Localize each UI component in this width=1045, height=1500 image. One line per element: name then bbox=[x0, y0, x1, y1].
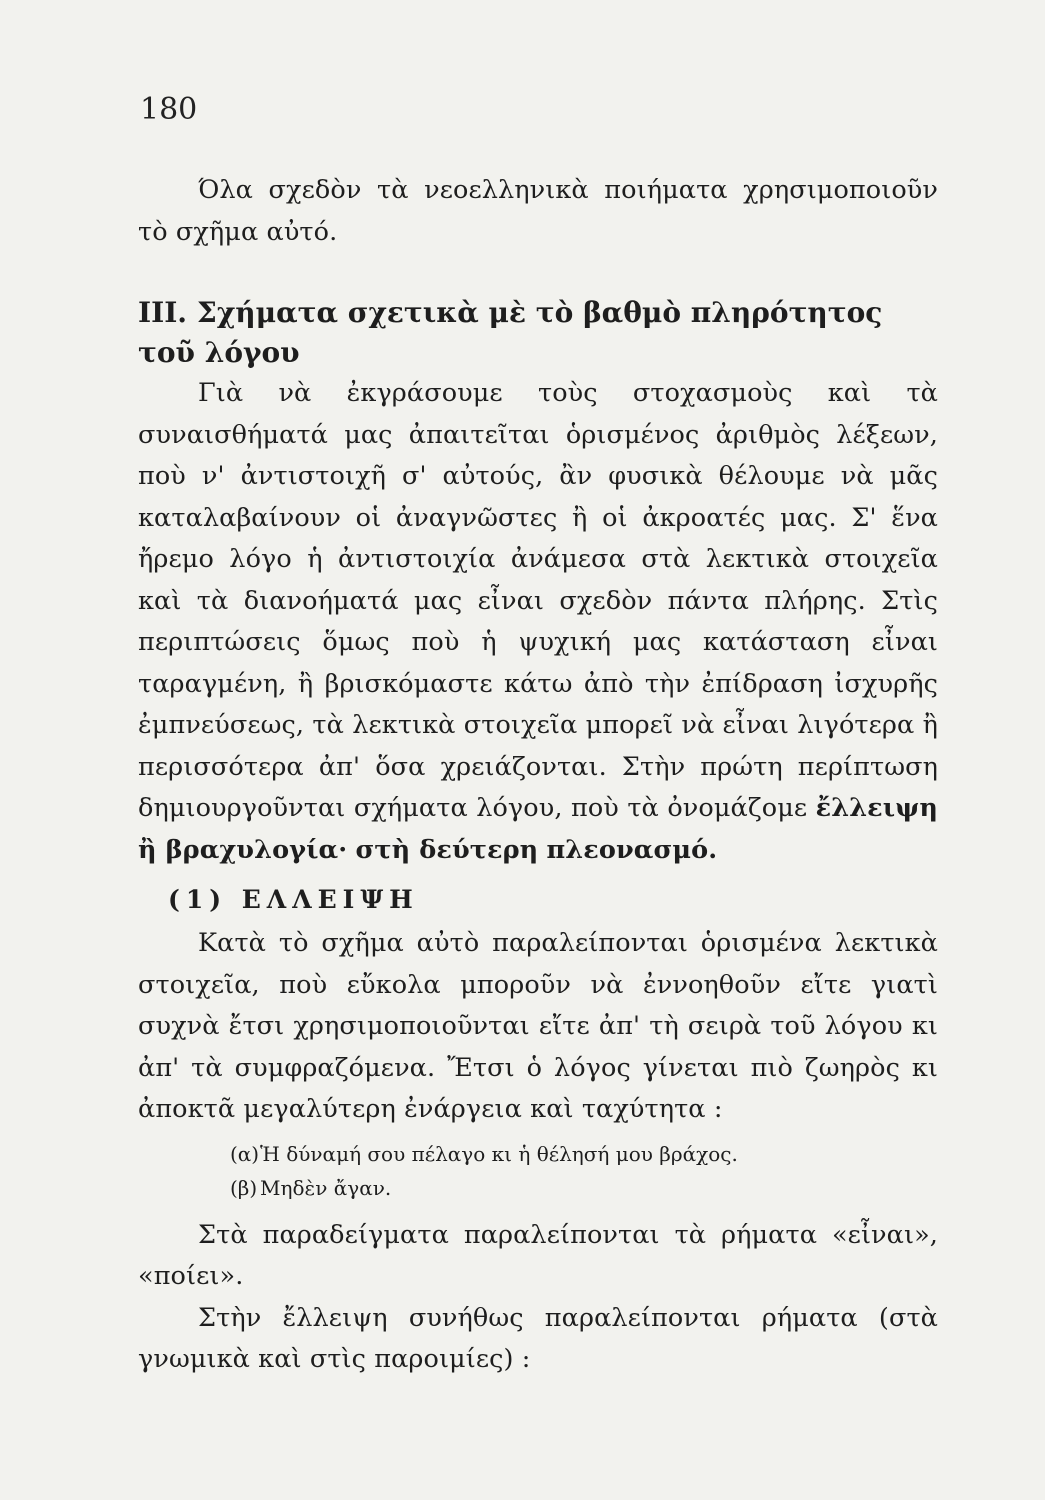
section-title: Σχήματα σχετικὰ μὲ τὸ βαθμὸ πληρότητος τοῦ λόγου bbox=[138, 296, 883, 369]
section-paragraph-text: Γιὰ νὰ ἐκγράσουμε τοὺς στοχασμοὺς καὶ τὰ συναισθήματά μας ἀπαιτεῖται ὁρισμένος ἀριθμὸς λέξεων, ποὺ ν' ἀντιστοιχῆ σ' αὐτούς, ἂν φυσικὰ θέλουμε νὰ μᾶς καταλαβαίνουν οἱ ἀναγνῶστες ἢ οἱ ἀκροατές μας. Σ' ἕνα ἤρεμο λόγο ἡ ἀντιστοιχία ἀνάμεσα στὰ λεκτικὰ στοιχεῖα καὶ τὰ διανοήματά μας εἶναι σχεδὸν πάντα πλήρης. Στὶς περιπτώσεις ὅμως ποὺ ἡ ψυχική μας κατάσταση εἶναι ταραγμένη, ἢ βρισκόμαστε κάτω ἀπὸ τὴν ἐπίδραση ἰσχυρῆς ἐμπνεύσεως, τὰ λεκτικὰ στοιχεῖα μπορεῖ νὰ εἶναι λιγότερα ἢ περισσότερα ἀπ' ὅσα χρειάζονται. Στὴν πρώτη περίπτωση δημιουργοῦνται σχήματα λόγου, ποὺ τὰ ὀνομάζομε bbox=[138, 378, 938, 823]
subsection-heading: (1) ΕΛΛΕΙΨΗ bbox=[168, 885, 419, 914]
section-number: III. bbox=[138, 296, 188, 329]
page-number: 180 bbox=[140, 92, 198, 127]
intro-paragraph: Όλα σχεδὸν τὰ νεοελληνικὰ ποιήματα χρησιμοποιοῦν τὸ σχῆμα αὐτό. bbox=[138, 175, 938, 247]
example-item bbox=[230, 1137, 938, 1171]
example-marker: (α) bbox=[230, 1141, 260, 1166]
term-connector: στὴ δεύτερη bbox=[355, 834, 539, 865]
example-item bbox=[230, 1171, 938, 1205]
text-column bbox=[138, 170, 938, 1381]
examples-list bbox=[230, 1137, 938, 1205]
subsection-paragraph-3: Στὴν ἔλλειψη συνήθως παραλείπονται ρήματα (στὰ γνωμικὰ καὶ στὶς παροιμίες) : bbox=[138, 1302, 938, 1374]
example-text: Ἡ δύναμή σου πέλαγο κι ἡ θέλησή μου βράχος. bbox=[260, 1141, 738, 1166]
example-text: Μηδὲν ἄγαν. bbox=[260, 1175, 392, 1200]
subsection-paragraph-1: Κατὰ τὸ σχῆμα αὐτὸ παραλείπονται ὁρισμένα λεκτικὰ στοιχεῖα, ποὺ εὔκολα μποροῦν νὰ ἐννοηθοῦν εἴτε γιατὶ συχνὰ ἔτσι χρησιμοποιοῦνται εἴτε ἀπ' τὴ σειρὰ τοῦ λόγου κι ἀπ' τὰ συμφραζόμενα. Ἔτσι ὁ λόγος γίνεται πιὸ ζωηρὸς κι ἀποκτᾶ μεγαλύτερη ἐνάργεια καὶ ταχύτητα : bbox=[138, 928, 938, 1124]
example-marker: (β) bbox=[230, 1175, 258, 1200]
term-pleonasm: πλεονασμό. bbox=[546, 834, 718, 865]
subsection-paragraph-2: Στὰ παραδείγματα παραλείπονται τὰ ρήματα «εἶναι», «ποίει». bbox=[138, 1219, 938, 1291]
section-heading bbox=[138, 293, 938, 373]
section-paragraph bbox=[138, 373, 938, 871]
term-ellipsis: ἔλλειψη ἢ βραχυλογία· bbox=[138, 793, 938, 865]
